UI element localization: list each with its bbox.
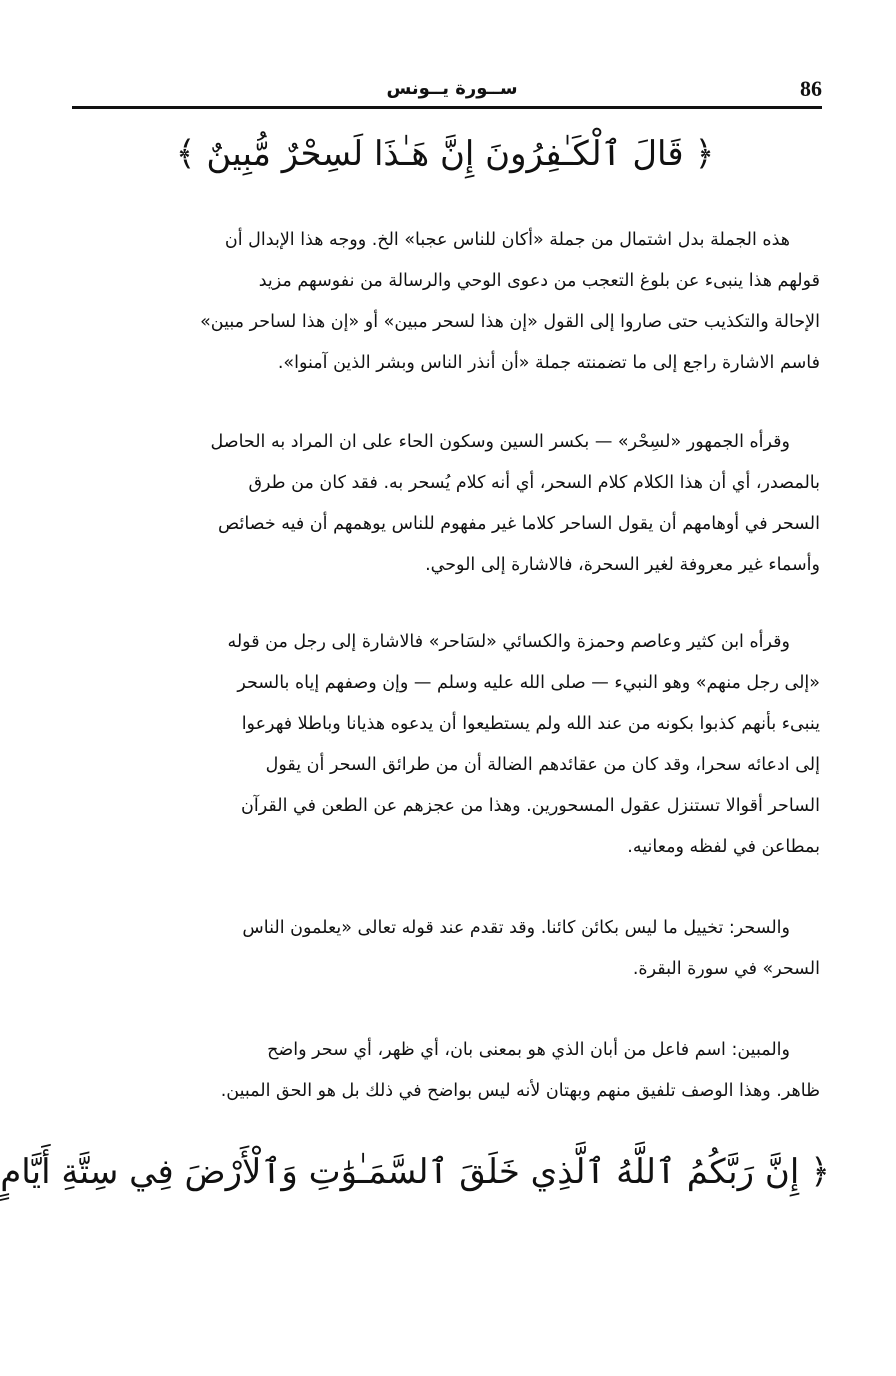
text-line: ينبىء بأنهم كذبوا بكونه من عند الله ولم يستطيعوا أن يدعوه هذيانا وباطلا فهرعوا bbox=[241, 714, 820, 734]
text-line: الساحر أقوالا تستنزل عقول المسحورين. وهذا من عجزهم عن الطعن في القرآن bbox=[241, 796, 820, 816]
text-line: إلى ادعائه سحرا، وقد كان من عقائدهم الضالة أن من طرائق السحر أن يقول bbox=[265, 755, 820, 775]
page-header bbox=[72, 76, 822, 106]
text-line: الإحالة والتكذيب حتى صاروا إلى القول «إن هذا لسحر مبين» أو «إن هذا لساحر مبين» bbox=[200, 312, 820, 332]
page-number: 86 bbox=[800, 76, 822, 101]
text-line: بمطاعن في لفظه ومعانيه. bbox=[627, 837, 820, 857]
text-line: قولهم هذا ينبىء عن بلوغ التعجب من دعوى الوحي والرسالة من نفوسهم مزيد bbox=[258, 271, 820, 291]
paragraph-1 bbox=[60, 220, 820, 384]
text-line: السحر في أوهامهم أن يقول الساحر كلاما غير مفهوم للناس يوهمهم أن فيه خصائص bbox=[218, 514, 820, 534]
paragraph-2 bbox=[60, 422, 820, 586]
paragraph-5 bbox=[60, 1030, 820, 1112]
text-line: هذه الجملة بدل اشتمال من جملة «أكان للناس عجبا» الخ. ووجه هذا الإبدال أن bbox=[224, 230, 790, 250]
text-line: ظاهر. وهذا الوصف تلفيق منهم وبهتان لأنه ليس بواضح في ذلك بل هو الحق المبين. bbox=[220, 1081, 820, 1101]
paragraph-3 bbox=[60, 622, 820, 868]
text-line: والسحر: تخييل ما ليس بكائن كائنا. وقد تقدم عند قوله تعالى «يعلمون الناس bbox=[242, 918, 790, 938]
text-line: وقرأه ابن كثير وعاصم وحمزة والكسائي «لسَاحر» فالاشارة إلى رجل من قوله bbox=[227, 632, 790, 652]
text-line: «إلى رجل منهم» وهو النبيء — صلى الله عليه وسلم — وإن وصفهم إياه بالسحر bbox=[237, 673, 820, 693]
text-line: السحر» في سورة البقرة. bbox=[632, 959, 820, 979]
text-line: والمبين: اسم فاعل من أبان الذي هو بمعنى بان، أي ظهر، أي سحر واضح bbox=[267, 1040, 790, 1060]
paragraph-4 bbox=[60, 908, 820, 990]
header-divider bbox=[72, 106, 822, 109]
surah-title: ســورة يــونس bbox=[386, 78, 518, 99]
text-line: فاسم الاشارة راجع إلى ما تضمنته جملة «أن أنذر الناس وبشر الذين آمنوا». bbox=[277, 353, 820, 373]
quran-verse-top: ﴿ قَالَ ٱلْكَـٰفِرُونَ إِنَّ هَـٰذَا لَسِحْرٌ مُّبِينٌ ﴾ bbox=[175, 134, 715, 174]
text-line: بالمصدر، أي أن هذا الكلام كلام السحر، أي أنه كلام يُسحر به. فقد كان من طرق bbox=[248, 473, 820, 493]
text-line: وقرأه الجمهور «لسِحْر» — بكسر السين وسكون الحاء على ان المراد به الحاصل bbox=[210, 432, 790, 452]
quran-verse-bottom: ﴿ إِنَّ رَبَّكُمُ ٱللَّهُ ٱلَّذِي خَلَقَ ٱلسَّمَـٰوَٰتِ وَٱلْأَرْضَ فِي سِتَّةِ أَيَّامٍ bbox=[0, 1152, 830, 1192]
text-line: وأسماء غير معروفة لغير السحرة، فالاشارة إلى الوحي. bbox=[425, 555, 820, 575]
